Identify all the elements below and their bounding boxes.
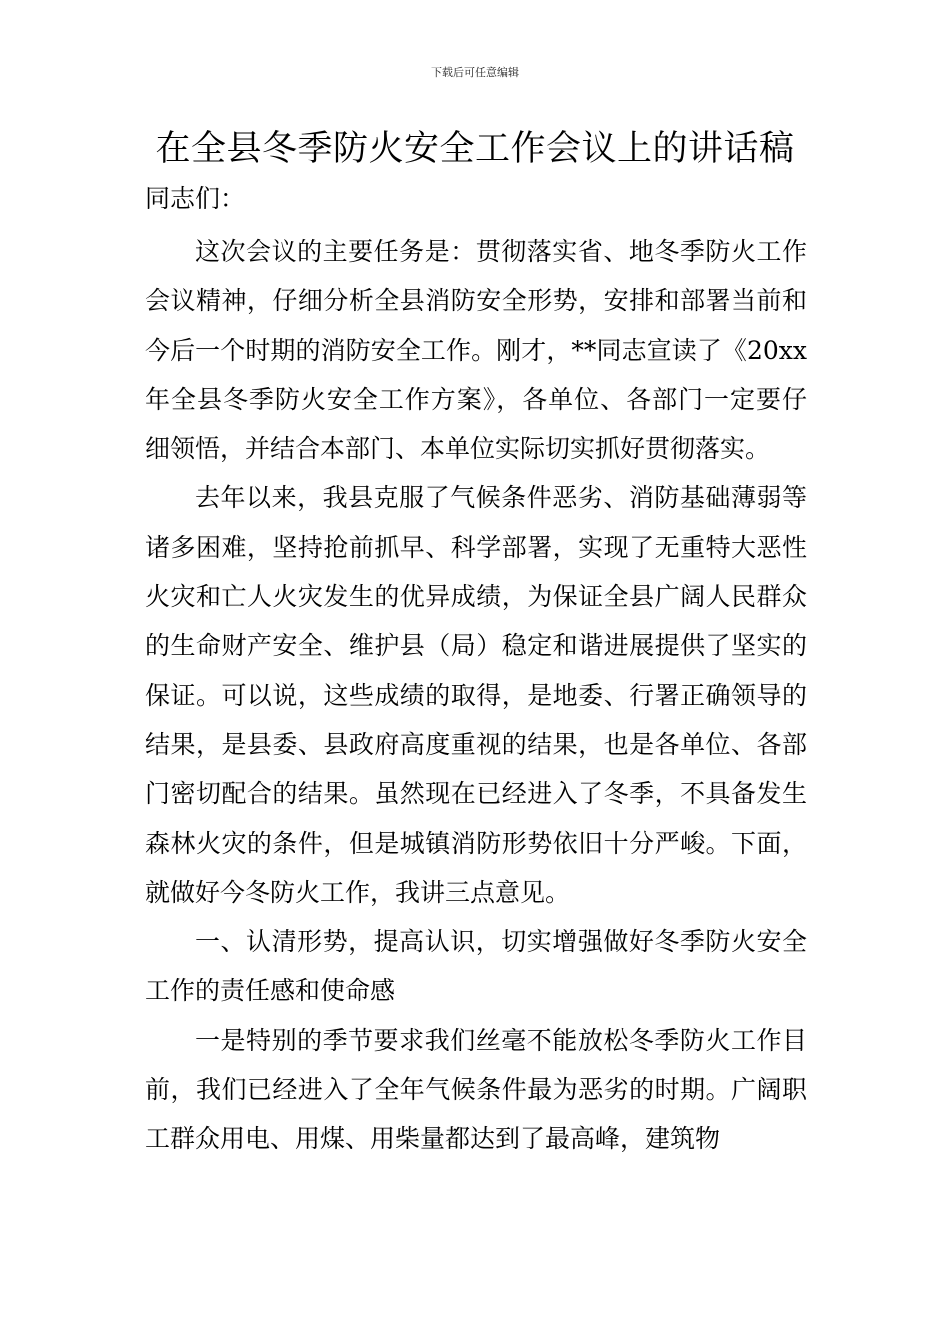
paragraph-achievements: 去年以来，我县克服了气候条件恶劣、消防基础薄弱等诸多困难，坚持抢前抓早、科学部署，实现了无重特大恶性火灾和亡人火灾发生的优异成绩，为保证全县广阔人民群众的生命财产安全、维护县（局）稳定和谐进展提供了坚实的保证。可以说，这些成绩的取得，是地委、行署正确领导的结果，是县委、县政府高度重视的结果，也是各单位、各部门密切配合的结果。虽然现在已经进入了冬季，不具备发生森林火灾的条件，但是城镇消防形势依旧十分严峻。下面，就做好今冬防火工作，我讲三点意见。 [145, 483, 807, 907]
header-note: 下载后可任意编辑 [431, 66, 519, 79]
document-body [145, 177, 807, 1164]
document-title: 在全县冬季防火安全工作会议上的讲话稿 [155, 129, 795, 169]
paragraph-meeting-tasks: 这次会议的主要任务是：贯彻落实省、地冬季防火工作会议精神，仔细分析全县消防安全形势，安排和部署当前和今后一个时期的消防安全工作。刚才，**同志宣读了《20xx年全县冬季防火安全工作方案》，各单位、各部门一定要仔细领悟，并结合本部门、本单位实际切实抓好贯彻落实。 [145, 237, 807, 464]
greeting: 同志们： [145, 184, 246, 213]
section-heading-one: 一、认清形势，提高认识，切实增强做好冬季防火安全工作的责任感和使命感 [145, 927, 807, 1006]
paragraph-season-requirements: 一是特别的季节要求我们丝毫不能放松冬季防火工作目前，我们已经进入了全年气候条件最为恶劣的时期。广阔职工群众用电、用煤、用柴量都达到了最高峰，建筑物 [145, 1025, 807, 1154]
